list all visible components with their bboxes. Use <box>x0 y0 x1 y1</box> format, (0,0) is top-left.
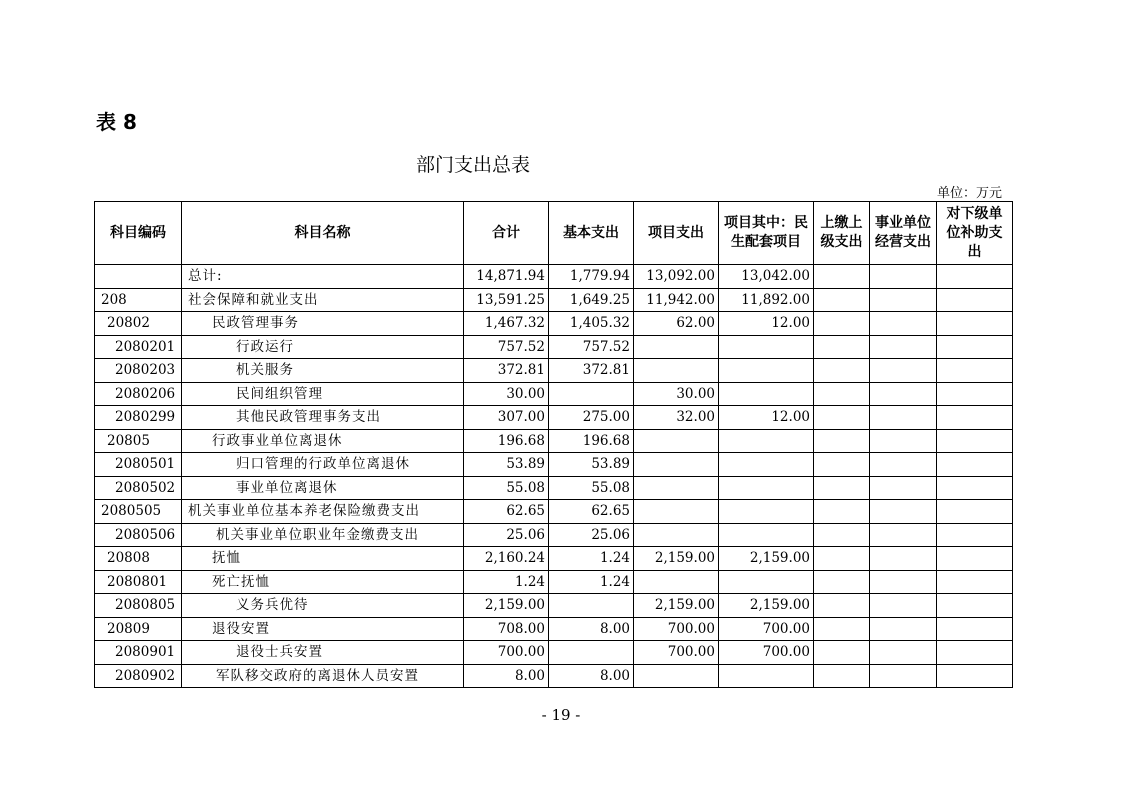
subject-name-cell: 退役士兵安置 <box>182 641 464 665</box>
subsidy-cell <box>937 570 1013 594</box>
upper-cell <box>814 382 870 406</box>
total-cell: 8.00 <box>464 664 549 688</box>
upper-cell <box>814 594 870 618</box>
table-row <box>95 594 1013 618</box>
project-cell <box>634 429 719 453</box>
subject-code-cell: 20805 <box>95 429 182 453</box>
subsidy-cell <box>937 594 1013 618</box>
project-cell <box>634 523 719 547</box>
subject-code-cell: 2080299 <box>95 406 182 430</box>
column-header: 合计 <box>464 202 549 265</box>
basic-cell: 1,779.94 <box>549 265 634 289</box>
business-cell <box>870 547 937 571</box>
column-header: 事业单位经营支出 <box>870 202 937 265</box>
total-cell: 53.89 <box>464 453 549 477</box>
livelihood-cell: 700.00 <box>719 641 814 665</box>
upper-cell <box>814 641 870 665</box>
basic-cell: 275.00 <box>549 406 634 430</box>
basic-cell: 1.24 <box>549 570 634 594</box>
subject-name-cell: 机关事业单位职业年金缴费支出 <box>182 523 464 547</box>
upper-cell <box>814 429 870 453</box>
basic-cell: 1,405.32 <box>549 312 634 336</box>
upper-cell <box>814 335 870 359</box>
subject-code-cell: 2080505 <box>95 500 182 524</box>
business-cell <box>870 570 937 594</box>
business-cell <box>870 335 937 359</box>
subject-name-cell: 义务兵优待 <box>182 594 464 618</box>
basic-cell <box>549 382 634 406</box>
table-row <box>95 641 1013 665</box>
livelihood-cell <box>719 453 814 477</box>
business-cell <box>870 523 937 547</box>
table-row <box>95 429 1013 453</box>
basic-cell: 55.08 <box>549 476 634 500</box>
upper-cell <box>814 617 870 641</box>
column-header: 对下级单位补助支出 <box>937 202 1013 265</box>
subject-code-cell: 2080201 <box>95 335 182 359</box>
subsidy-cell <box>937 288 1013 312</box>
livelihood-cell: 2,159.00 <box>719 547 814 571</box>
livelihood-cell: 11,892.00 <box>719 288 814 312</box>
livelihood-cell <box>719 570 814 594</box>
basic-cell: 62.65 <box>549 500 634 524</box>
subsidy-cell <box>937 359 1013 383</box>
table-row <box>95 547 1013 571</box>
subject-code-cell: 2080501 <box>95 453 182 477</box>
subject-code-cell: 2080805 <box>95 594 182 618</box>
total-cell: 14,871.94 <box>464 265 549 289</box>
livelihood-cell <box>719 382 814 406</box>
table-row <box>95 570 1013 594</box>
subject-name-cell: 行政事业单位离退休 <box>182 429 464 453</box>
project-cell: 30.00 <box>634 382 719 406</box>
project-cell: 2,159.00 <box>634 594 719 618</box>
basic-cell: 53.89 <box>549 453 634 477</box>
total-cell: 708.00 <box>464 617 549 641</box>
subject-code-cell: 2080502 <box>95 476 182 500</box>
upper-cell <box>814 500 870 524</box>
subject-code-cell: 2080801 <box>95 570 182 594</box>
table-row <box>95 335 1013 359</box>
upper-cell <box>814 570 870 594</box>
table-label: 表 8 <box>96 110 137 134</box>
business-cell <box>870 359 937 383</box>
livelihood-cell: 13,042.00 <box>719 265 814 289</box>
business-cell <box>870 453 937 477</box>
subject-code-cell: 2080206 <box>95 382 182 406</box>
project-cell <box>634 359 719 383</box>
total-cell: 13,591.25 <box>464 288 549 312</box>
subject-name-cell: 退役安置 <box>182 617 464 641</box>
subject-code-cell: 2080902 <box>95 664 182 688</box>
project-cell: 700.00 <box>634 617 719 641</box>
livelihood-cell: 12.00 <box>719 312 814 336</box>
upper-cell <box>814 547 870 571</box>
document-title: 部门支出总表 <box>415 154 530 176</box>
livelihood-cell <box>719 500 814 524</box>
subsidy-cell <box>937 312 1013 336</box>
business-cell <box>870 406 937 430</box>
upper-cell <box>814 476 870 500</box>
unit-note: 单位：万元 <box>936 186 1002 201</box>
total-cell: 62.65 <box>464 500 549 524</box>
column-header: 项目支出 <box>634 202 719 265</box>
column-header: 科目编码 <box>95 202 182 265</box>
subsidy-cell <box>937 500 1013 524</box>
table-row <box>95 476 1013 500</box>
total-cell: 1.24 <box>464 570 549 594</box>
expenditure-table <box>94 201 1013 688</box>
subject-name-cell: 军队移交政府的离退休人员安置 <box>182 664 464 688</box>
business-cell <box>870 500 937 524</box>
table-row <box>95 500 1013 524</box>
project-cell: 13,092.00 <box>634 265 719 289</box>
table-row <box>95 406 1013 430</box>
business-cell <box>870 288 937 312</box>
basic-cell: 8.00 <box>549 664 634 688</box>
subject-name-cell: 民政管理事务 <box>182 312 464 336</box>
project-cell <box>634 570 719 594</box>
upper-cell <box>814 288 870 312</box>
subsidy-cell <box>937 265 1013 289</box>
upper-cell <box>814 312 870 336</box>
basic-cell: 757.52 <box>549 335 634 359</box>
table-header-row <box>95 202 1013 265</box>
subject-name-cell: 行政运行 <box>182 335 464 359</box>
subject-name-cell: 归口管理的行政单位离退休 <box>182 453 464 477</box>
column-header: 科目名称 <box>182 202 464 265</box>
business-cell <box>870 641 937 665</box>
total-cell: 372.81 <box>464 359 549 383</box>
table-row <box>95 617 1013 641</box>
livelihood-cell <box>719 664 814 688</box>
upper-cell <box>814 265 870 289</box>
upper-cell <box>814 406 870 430</box>
subject-code-cell: 2080506 <box>95 523 182 547</box>
project-cell <box>634 664 719 688</box>
page-number: - 19 - <box>541 706 581 724</box>
basic-cell <box>549 641 634 665</box>
project-cell <box>634 476 719 500</box>
column-header: 基本支出 <box>549 202 634 265</box>
total-cell: 30.00 <box>464 382 549 406</box>
livelihood-cell <box>719 429 814 453</box>
subject-code-cell: 208 <box>95 288 182 312</box>
upper-cell <box>814 523 870 547</box>
subject-name-cell: 机关服务 <box>182 359 464 383</box>
total-cell: 196.68 <box>464 429 549 453</box>
subsidy-cell <box>937 523 1013 547</box>
subject-name-cell: 社会保障和就业支出 <box>182 288 464 312</box>
subsidy-cell <box>937 664 1013 688</box>
subject-code-cell: 2080901 <box>95 641 182 665</box>
subsidy-cell <box>937 382 1013 406</box>
table-row <box>95 359 1013 383</box>
subsidy-cell <box>937 617 1013 641</box>
livelihood-cell: 12.00 <box>719 406 814 430</box>
business-cell <box>870 429 937 453</box>
basic-cell: 372.81 <box>549 359 634 383</box>
subject-name-cell: 总计: <box>182 265 464 289</box>
basic-cell: 1.24 <box>549 547 634 571</box>
business-cell <box>870 265 937 289</box>
total-cell: 2,159.00 <box>464 594 549 618</box>
business-cell <box>870 312 937 336</box>
livelihood-cell <box>719 335 814 359</box>
project-cell: 700.00 <box>634 641 719 665</box>
table-row <box>95 312 1013 336</box>
total-cell: 1,467.32 <box>464 312 549 336</box>
livelihood-cell: 2,159.00 <box>719 594 814 618</box>
subject-name-cell: 死亡抚恤 <box>182 570 464 594</box>
subsidy-cell <box>937 641 1013 665</box>
subject-name-cell: 抚恤 <box>182 547 464 571</box>
livelihood-cell <box>719 523 814 547</box>
basic-cell <box>549 594 634 618</box>
total-cell: 25.06 <box>464 523 549 547</box>
project-cell: 11,942.00 <box>634 288 719 312</box>
table-row <box>95 664 1013 688</box>
table-row <box>95 265 1013 289</box>
column-header: 项目其中：民生配套项目 <box>719 202 814 265</box>
subject-name-cell: 事业单位离退休 <box>182 476 464 500</box>
subject-code-cell: 20802 <box>95 312 182 336</box>
livelihood-cell: 700.00 <box>719 617 814 641</box>
basic-cell: 8.00 <box>549 617 634 641</box>
upper-cell <box>814 664 870 688</box>
subject-code-cell: 2080203 <box>95 359 182 383</box>
livelihood-cell <box>719 359 814 383</box>
subject-name-cell: 民间组织管理 <box>182 382 464 406</box>
livelihood-cell <box>719 476 814 500</box>
subject-code-cell: 20809 <box>95 617 182 641</box>
table-row <box>95 382 1013 406</box>
subsidy-cell <box>937 335 1013 359</box>
project-cell: 2,159.00 <box>634 547 719 571</box>
subject-name-cell: 其他民政管理事务支出 <box>182 406 464 430</box>
upper-cell <box>814 453 870 477</box>
subject-code-cell <box>95 265 182 289</box>
basic-cell: 196.68 <box>549 429 634 453</box>
table-row <box>95 523 1013 547</box>
total-cell: 55.08 <box>464 476 549 500</box>
project-cell: 32.00 <box>634 406 719 430</box>
total-cell: 700.00 <box>464 641 549 665</box>
subject-code-cell: 20808 <box>95 547 182 571</box>
business-cell <box>870 617 937 641</box>
total-cell: 2,160.24 <box>464 547 549 571</box>
subsidy-cell <box>937 547 1013 571</box>
business-cell <box>870 594 937 618</box>
total-cell: 307.00 <box>464 406 549 430</box>
table-row <box>95 288 1013 312</box>
basic-cell: 25.06 <box>549 523 634 547</box>
business-cell <box>870 382 937 406</box>
subsidy-cell <box>937 429 1013 453</box>
total-cell: 757.52 <box>464 335 549 359</box>
project-cell <box>634 500 719 524</box>
subject-name-cell: 机关事业单位基本养老保险缴费支出 <box>182 500 464 524</box>
table-row <box>95 453 1013 477</box>
upper-cell <box>814 359 870 383</box>
business-cell <box>870 476 937 500</box>
business-cell <box>870 664 937 688</box>
basic-cell: 1,649.25 <box>549 288 634 312</box>
project-cell <box>634 453 719 477</box>
project-cell <box>634 335 719 359</box>
project-cell: 62.00 <box>634 312 719 336</box>
subsidy-cell <box>937 453 1013 477</box>
subsidy-cell <box>937 406 1013 430</box>
subsidy-cell <box>937 476 1013 500</box>
column-header: 上缴上级支出 <box>814 202 870 265</box>
